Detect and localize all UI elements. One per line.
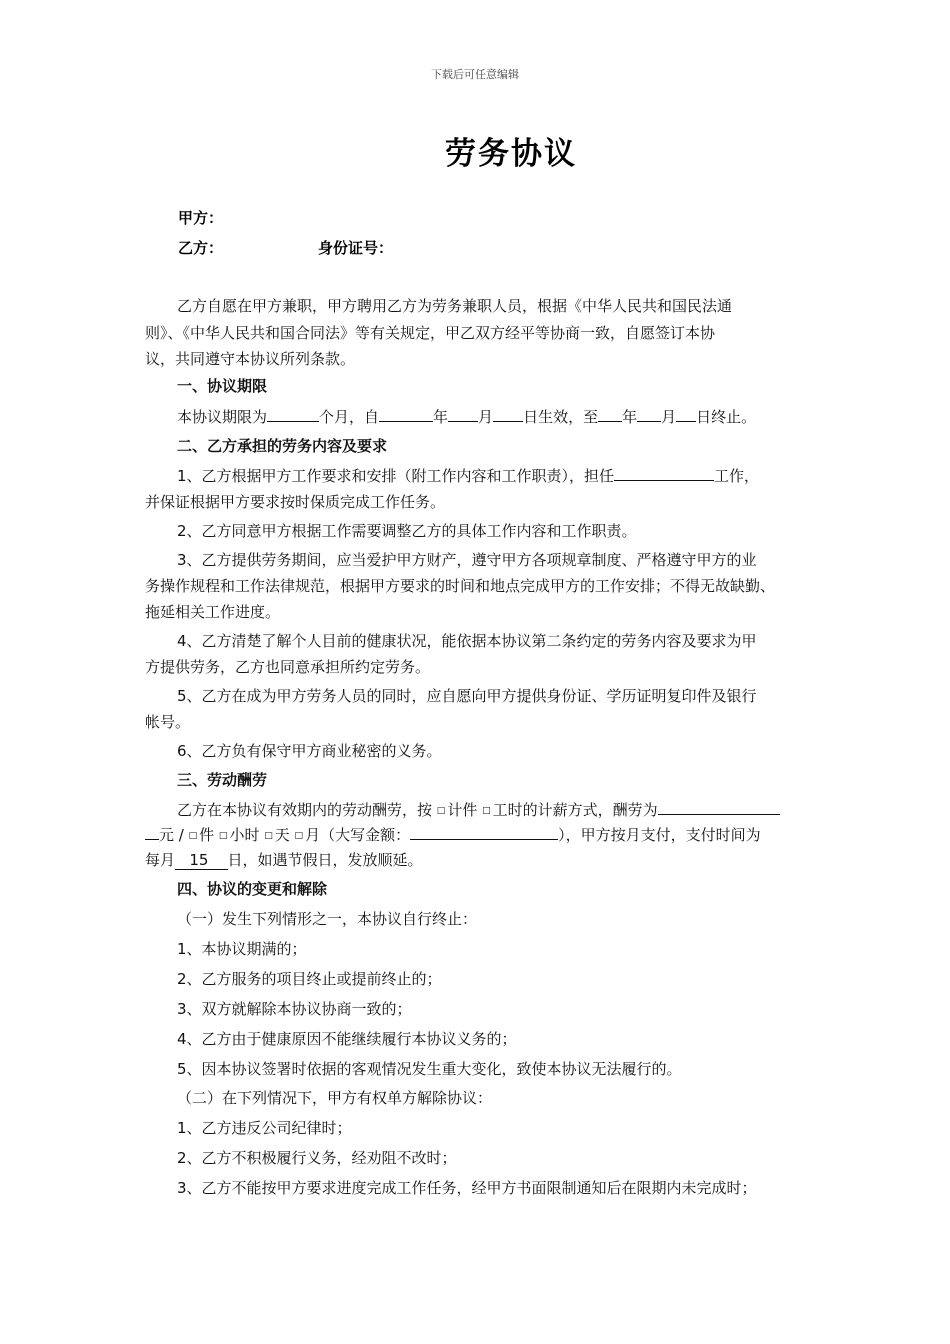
section-1-heading: 一、协议期限 <box>177 377 268 395</box>
blank-end-month[interactable] <box>637 406 661 422</box>
preamble-line-1: 乙方自愿在甲方兼职，甲方聘用乙方为劳务兼职人员，根据《中华人民共和国民法通 <box>177 297 733 315</box>
clause-2-1: 1、乙方根据甲方工作要求和安排（附工作内容和工作职责），担任 工作， <box>177 467 760 485</box>
clause-2-5-line-2: 帐号。 <box>145 713 191 731</box>
blank-end-day[interactable] <box>676 406 696 422</box>
section-2-heading: 二、乙方承担的劳务内容及要求 <box>177 437 388 455</box>
blank-start-month[interactable] <box>448 406 478 422</box>
checkbox-per-piece[interactable]: □ <box>188 831 198 841</box>
party-a-label: 甲方： <box>178 209 224 227</box>
preamble-line-3: 议，共同遵守本协议所列条款。 <box>145 350 356 368</box>
id-number-label: 身份证号： <box>318 239 394 257</box>
checkbox-per-day[interactable]: □ <box>264 831 273 841</box>
blank-start-day[interactable] <box>493 406 523 422</box>
clause-2-3-line-2: 务操作规程和工作法律规范，根据甲方要求的时间和地点完成甲方的工作安排；不得无故缺勤、 <box>145 577 776 595</box>
document-title: 劳务协议 <box>445 136 577 172</box>
clause-2-4-line-2: 方提供劳务，乙方也同意承担所约定劳务。 <box>145 658 431 676</box>
section-4-heading: 四、协议的变更和解除 <box>177 880 328 898</box>
blank-months[interactable] <box>267 406 319 422</box>
clause-2-6: 6、乙方负有保守甲方商业秘密的义务。 <box>177 742 442 760</box>
list-item: 5、因本协议签署时依据的客观情况发生重大变化，致使本协议无法履行的。 <box>177 1060 682 1078</box>
list-item: 1、本协议期满的； <box>177 940 307 958</box>
clause-2-3-line-3: 拖延相关工作进度。 <box>145 603 281 621</box>
section-3-heading: 三、劳动酬劳 <box>177 771 268 789</box>
subsection-2: （二）在下列情况下，甲方有权单方解除协议： <box>177 1089 493 1107</box>
term-clause: 本协议期限为 个月，自 年 月 日生效，至 年 月 日终止。 <box>177 408 757 426</box>
clause-2-1-line-2: 并保证根据甲方要求按时保质完成工作任务。 <box>145 493 446 511</box>
list-item: 2、乙方不积极履行义务，经劝阻不改时； <box>177 1149 457 1167</box>
header-note: 下载后可任意编辑 <box>431 68 519 81</box>
clause-2-3-line-1: 3、乙方提供劳务期间，应当爱护甲方财产，遵守甲方各项规章制度、严格遵守甲方的业 <box>177 551 757 569</box>
blank-end-year[interactable] <box>598 406 622 422</box>
checkbox-per-hour[interactable]: □ <box>218 831 228 841</box>
pay-line-1: 乙方在本协议有效期内的劳动酬劳，按 □ 计件 □ 工时的计薪方式，酬劳为 <box>177 797 780 827</box>
party-b-label: 乙方： <box>178 239 224 257</box>
checkbox-per-month[interactable]: □ <box>294 831 304 841</box>
clause-2-2: 2、乙方同意甲方根据工作需要调整乙方的具体工作内容和工作职责。 <box>177 522 637 540</box>
list-item: 1、乙方违反公司纪律时； <box>177 1119 352 1137</box>
blank-amount-words[interactable] <box>410 824 558 840</box>
checkbox-hourly[interactable]: □ <box>482 806 491 816</box>
pay-day[interactable]: 15 <box>175 851 227 870</box>
pay-line-3: 每月 15 日，如遇节假日，发放顺延。 <box>145 851 423 869</box>
blank-pay-amount[interactable] <box>658 799 780 815</box>
clause-2-4-line-1: 4、乙方清楚了解个人目前的健康状况，能依据本协议第二条约定的劳务内容及要求为甲 <box>177 632 757 650</box>
list-item: 2、乙方服务的项目终止或提前终止的； <box>177 970 442 988</box>
preamble-line-2: 则》、《中华人民共和国合同法》等有关规定，甲乙双方经平等协商一致，自愿签订本协 <box>145 323 716 342</box>
blank-start-year[interactable] <box>379 406 433 422</box>
list-item: 3、乙方不能按甲方要求进度完成工作任务，经甲方书面限制通知后在限期内未完成时； <box>177 1179 757 1197</box>
blank-position[interactable] <box>614 465 714 481</box>
pay-line-2: 元 / □ 件 □ 小时 □ 天 □ 月（大写金额： ），甲方按月支付，支付时间为 <box>145 822 761 852</box>
list-item: 4、乙方由于健康原因不能继续履行本协议义务的； <box>177 1030 517 1048</box>
checkbox-piece[interactable]: □ <box>436 806 446 816</box>
subsection-1: （一）发生下列情形之一，本协议自行终止： <box>177 910 478 928</box>
list-item: 3、双方就解除本协议协商一致的； <box>177 1000 412 1018</box>
blank-pay-amount-cont[interactable] <box>145 824 159 840</box>
clause-2-5-line-1: 5、乙方在成为甲方劳务人员的同时，应自愿向甲方提供身份证、学历证明复印件及银行 <box>177 687 757 705</box>
